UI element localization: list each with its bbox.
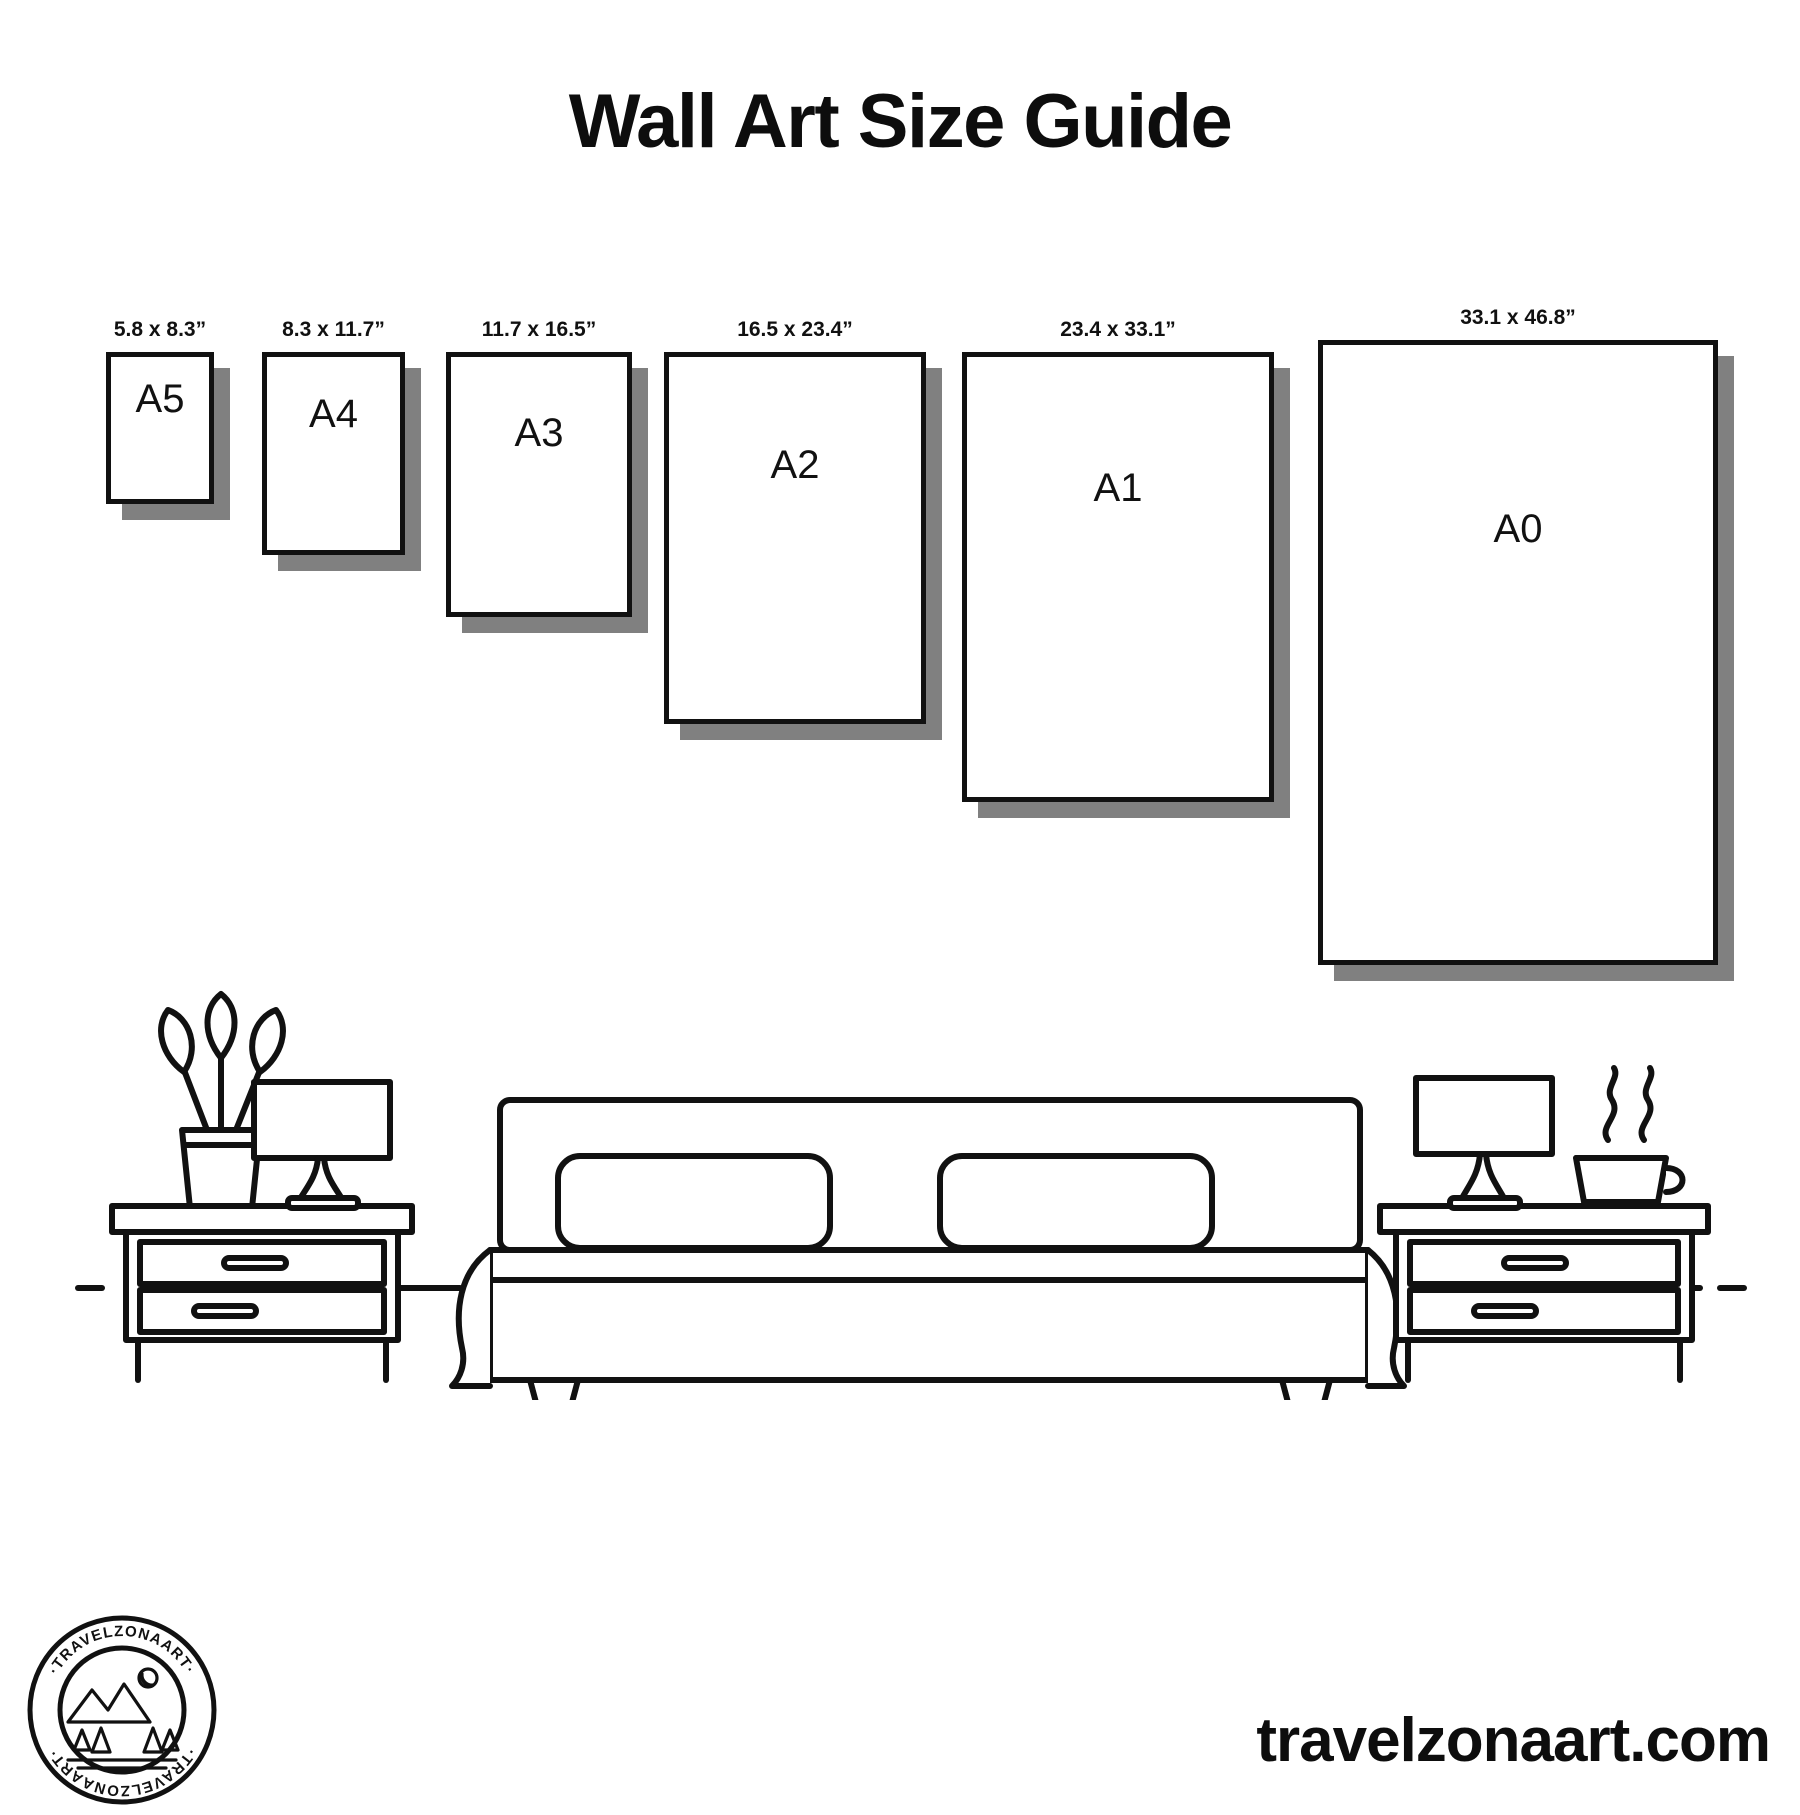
frame-dimension-label: 8.3 x 11.7” xyxy=(282,318,385,341)
frame-box xyxy=(1318,340,1718,965)
frame-dimension-label: 5.8 x 8.3” xyxy=(113,318,207,341)
frame-a2 xyxy=(664,318,926,740)
frame-dimension-label: 33.1 x 46.8” xyxy=(1460,306,1576,329)
frame-size-label: A5 xyxy=(135,376,185,421)
frame-box xyxy=(446,352,632,617)
frame-size-label: A2 xyxy=(770,442,820,487)
frame-a3 xyxy=(446,318,632,633)
bed xyxy=(452,1100,1404,1400)
frame-box xyxy=(962,352,1274,802)
brand-logo xyxy=(22,1610,222,1810)
nightstand-left xyxy=(112,1206,412,1380)
website-url: travelzonaart.com xyxy=(1256,1706,1770,1775)
frame-a4 xyxy=(262,318,405,571)
frame-a1 xyxy=(962,318,1274,818)
frame-dimension-label: 23.4 x 33.1” xyxy=(1060,318,1176,341)
frame-a0 xyxy=(1318,306,1718,981)
frame-size-label: A0 xyxy=(1493,506,1543,551)
frame-size-label: A3 xyxy=(514,410,564,455)
frame-size-label: A1 xyxy=(1093,466,1143,510)
page-title: Wall Art Size Guide xyxy=(568,79,1232,164)
frame-size-label: A4 xyxy=(309,391,358,436)
nightstand-right xyxy=(1380,1206,1708,1380)
frame-box xyxy=(106,352,214,504)
logo-bottom-text: ·TRAVELZONAART· xyxy=(44,1745,200,1800)
frame-box xyxy=(262,352,405,555)
lamp-right xyxy=(1416,1078,1552,1208)
frame-dimension-label: 11.7 x 16.5” xyxy=(481,318,597,341)
logo-top-text: ·TRAVELZONAART· xyxy=(45,1622,199,1678)
coffee-cup xyxy=(1576,1068,1683,1202)
frame-a5 xyxy=(106,318,214,520)
bedroom-illustration xyxy=(60,980,1760,1400)
frame-dimension-label: 16.5 x 23.4” xyxy=(737,318,853,341)
frame-box xyxy=(664,352,926,724)
lamp-left xyxy=(254,1082,390,1208)
